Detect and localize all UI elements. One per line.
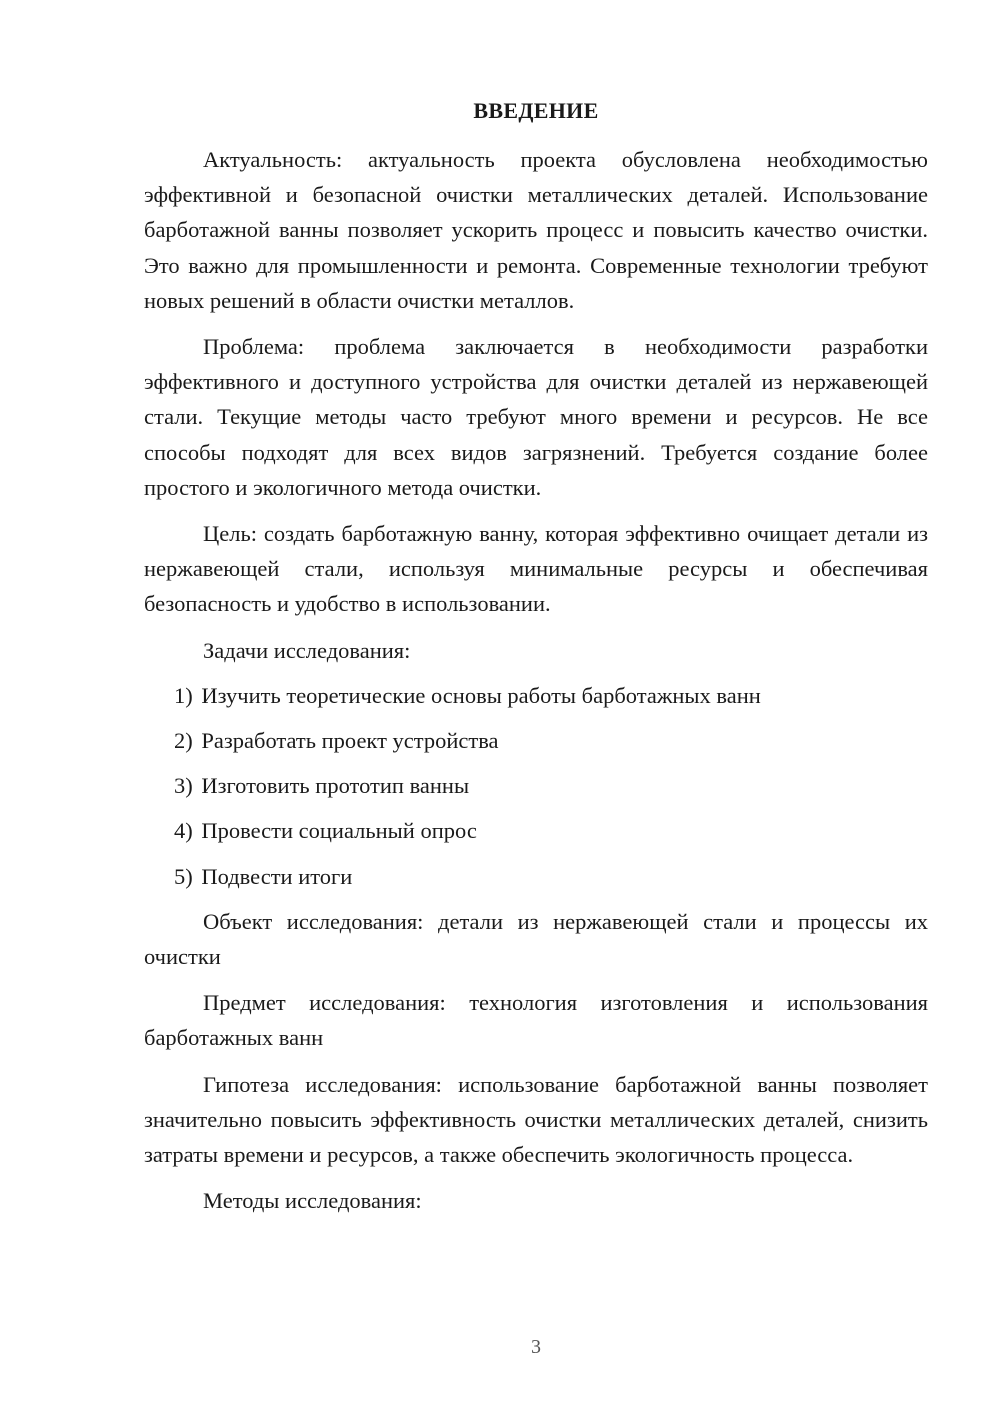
list-item-text: Изготовить прототип ванны <box>201 773 470 799</box>
list-item-text: Подвести итоги <box>201 863 353 889</box>
paragraph-methods-heading: Методы исследования: <box>203 1188 422 1214</box>
list-item-number: 2) <box>174 728 193 754</box>
list-item <box>144 859 928 894</box>
tasks-list <box>144 678 928 894</box>
list-item <box>144 723 928 758</box>
list-item <box>144 768 928 803</box>
paragraph-object: Объект исследования: детали из нержавеющей стали и процессы их очистки <box>144 908 928 970</box>
list-item <box>144 678 928 713</box>
list-item-number: 1) <box>174 682 193 708</box>
paragraph-relevance: Актуальность: актуальность проекта обусловлена необходимостью эффективной и безопасной очистки металлических деталей. Использование барботажной ванны позволяет ускорить процесс и повысить качество очистки. Это важно для промышленности и ремонта. Современные технологии требуют новых решений в области очистки металлов. <box>144 147 928 313</box>
page-title: ВВЕДЕНИЕ <box>473 98 599 123</box>
paragraph-hypothesis: Гипотеза исследования: использование барботажной ванны позволяет значительно повысить эффективность очистки металлических деталей, снизить затраты времени и ресурсов, а также обеспечить экологичность процесса. <box>144 1071 928 1168</box>
list-item-number: 5) <box>174 863 193 889</box>
list-item-number: 4) <box>174 818 193 844</box>
page-number: 3 <box>531 1336 541 1358</box>
paragraph-problem: Проблема: проблема заключается в необходимости разработки эффективного и доступного устройства для очистки деталей из нержавеющей стали. Текущие методы часто требуют много времени и ресурсов. Не все способы подходят для всех видов загрязнений. Требуется создание более простого и экологичного метода очистки. <box>144 334 928 500</box>
paragraph-goal: Цель: создать барботажную ванну, которая эффективно очищает детали из нержавеющей стали, используя минимальные ресурсы и обеспечивая безопасность и удобство в использовании. <box>144 521 928 617</box>
document-body <box>144 142 928 1218</box>
list-item-number: 3) <box>174 773 193 799</box>
list-item-text: Провести социальный опрос <box>201 818 477 844</box>
list-item <box>144 813 928 848</box>
paragraph-subject: Предмет исследования: технология изготовления и использования барботажных ванн <box>144 990 928 1051</box>
list-item-text: Разработать проект устройства <box>201 728 499 754</box>
list-item-text: Изучить теоретические основы работы барботажных ванн <box>201 682 761 708</box>
paragraph-tasks-heading: Задачи исследования: <box>203 637 411 663</box>
